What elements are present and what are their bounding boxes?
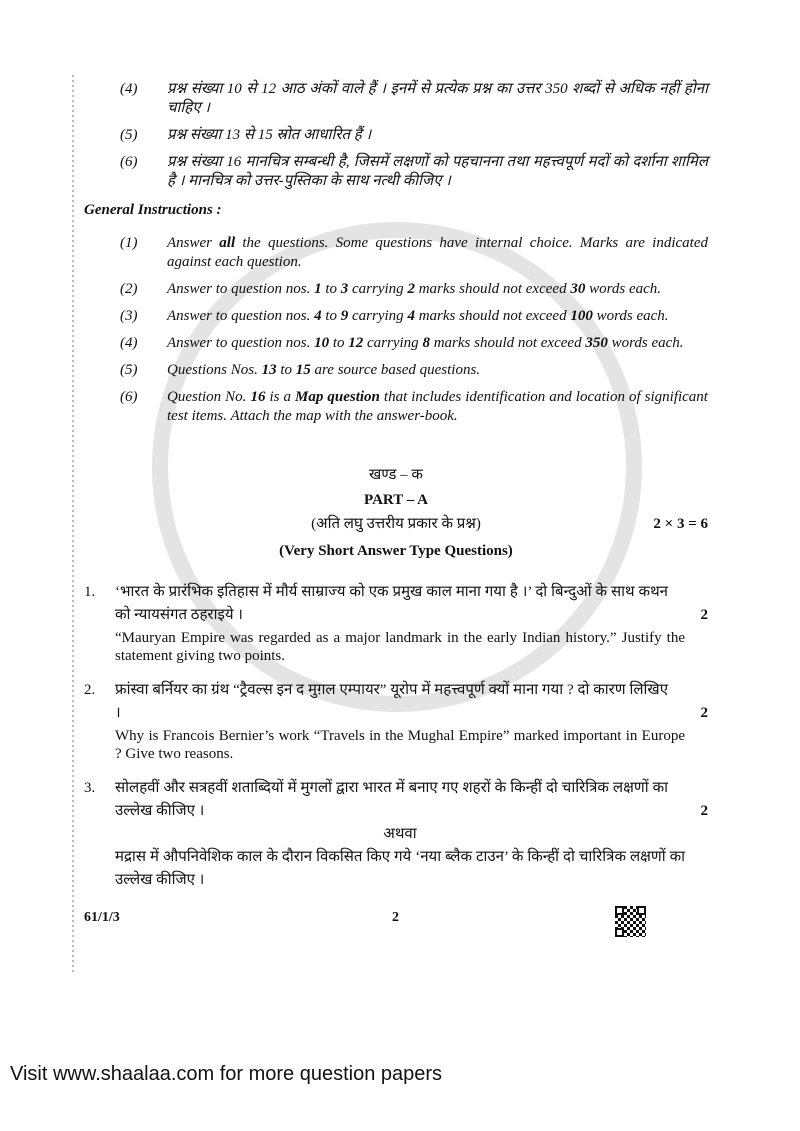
question-hindi: सोलहवीं और सत्रहवीं शताब्दियों में मुगलों द्वारा भारत में बनाए गए शहरों के किन्हीं दो चारित्रिक लक्षणों का उल्लेख कीजिए । (115, 780, 668, 819)
general-instruction-2 (84, 280, 708, 299)
item-number: (2) (120, 281, 138, 297)
item-text: Answer to question nos. 1 to 3 carrying 2 marks should not exceed 30 words each. (167, 281, 662, 297)
page-number: 2 (392, 910, 399, 925)
hindi-instruction-6 (84, 153, 708, 191)
question-number: 2. (84, 682, 96, 698)
item-text: Answer to question nos. 10 to 12 carrying 8 marks should not exceed 350 words each. (167, 335, 684, 351)
item-number: (1) (120, 235, 138, 251)
section-marks-scheme: 2 × 3 = 6 (653, 516, 708, 532)
general-instruction-4 (84, 334, 708, 353)
item-number: (6) (120, 154, 138, 170)
general-instruction-6 (84, 388, 708, 426)
section-hindi-title: खण्ड – क (369, 467, 423, 483)
margin-perforation (72, 75, 74, 975)
item-number: (4) (120, 335, 138, 351)
question-marks: 2 (700, 607, 708, 623)
website-banner[interactable]: Visit www.shaalaa.com for more question papers (10, 1063, 443, 1085)
or-label: अथवा (383, 826, 417, 842)
question-number: 1. (84, 584, 96, 600)
question-1 (84, 581, 708, 665)
general-instruction-1 (84, 234, 708, 272)
question-3 (84, 777, 708, 892)
item-number: (5) (120, 127, 138, 143)
item-number: (6) (120, 389, 138, 405)
page-footer (84, 906, 708, 940)
paper-code: 61/1/3 (84, 910, 120, 925)
question-english: Why is Francois Bernier’s work “Travels in the Mughal Empire” marked important in Europe ? Give two reasons. (115, 728, 685, 762)
page-content (84, 80, 708, 940)
question-alternative-hindi: मद्रास में औपनिवेशिक काल के दौरान विकसित किए गये ‘नया ब्लैक टाउन’ के किन्हीं दो चारित्रिक लक्षणों का उल्लेख कीजिए । (115, 849, 685, 888)
item-text: Answer all the questions. Some questions have internal choice. Marks are indicated against each question. (167, 235, 708, 270)
question-english: “Mauryan Empire was regarded as a major landmark in the early Indian history.” Justify the statement giving two points. (115, 630, 685, 664)
item-text: Questions Nos. 13 to 15 are source based questions. (167, 362, 481, 378)
hindi-instruction-5 (84, 126, 708, 145)
item-number: (5) (120, 362, 138, 378)
question-hindi: ‘भारत के प्रारंभिक इतिहास में मौर्य साम्राज्य को एक प्रमुख काल माना गया है ।’ दो बिन्दुओं के साथ कथन को न्यायसंगत ठहराइये । (115, 584, 668, 623)
item-text: प्रश्न संख्या 10 से 12 आठ अंकों वाले हैं । इनमें से प्रत्येक प्रश्न का उत्तर 350 शब्दों से अधिक नहीं होना चाहिए । (167, 81, 708, 116)
item-number: (4) (120, 81, 138, 97)
hindi-instruction-4 (84, 80, 708, 118)
section-hindi-subtitle: (अति लघु उत्तरीय प्रकार के प्रश्न) (311, 516, 481, 532)
item-text: Answer to question nos. 4 to 9 carrying 4 marks should not exceed 100 words each. (167, 308, 669, 324)
question-marks: 2 (700, 705, 708, 721)
general-instruction-3 (84, 307, 708, 326)
general-instructions-heading: General Instructions : (84, 202, 222, 218)
section-title: PART – A (364, 492, 428, 508)
qr-code-icon (615, 906, 646, 937)
question-2 (84, 679, 708, 763)
section-subtitle-row (84, 515, 708, 534)
item-number: (3) (120, 308, 138, 324)
item-text: प्रश्न संख्या 13 से 15 स्रोत आधारित हैं । (167, 127, 372, 143)
question-number: 3. (84, 780, 96, 796)
question-hindi: फ्रांस्वा बर्नियर का ग्रंथ “ट्रैवल्स इन द मुग़ल एम्पायर” यूरोप में महत्त्वपूर्ण क्यों माना गया ? दो कारण लिखिए । (115, 682, 668, 721)
section-subtitle: (Very Short Answer Type Questions) (279, 543, 513, 559)
item-text: Question No. 16 is a Map question that includes identification and location of significant test items. Attach the map with the answer-book. (167, 389, 708, 424)
question-marks: 2 (700, 803, 708, 819)
general-instruction-5 (84, 361, 708, 380)
item-text: प्रश्न संख्या 16 मानचित्र सम्बन्धी है, जिसमें लक्षणों को पहचानना तथा महत्त्वपूर्ण मदों को दर्शाना शामिल है । मानचित्र को उत्तर-पुस्तिका के साथ नत्थी कीजिए । (167, 154, 708, 189)
